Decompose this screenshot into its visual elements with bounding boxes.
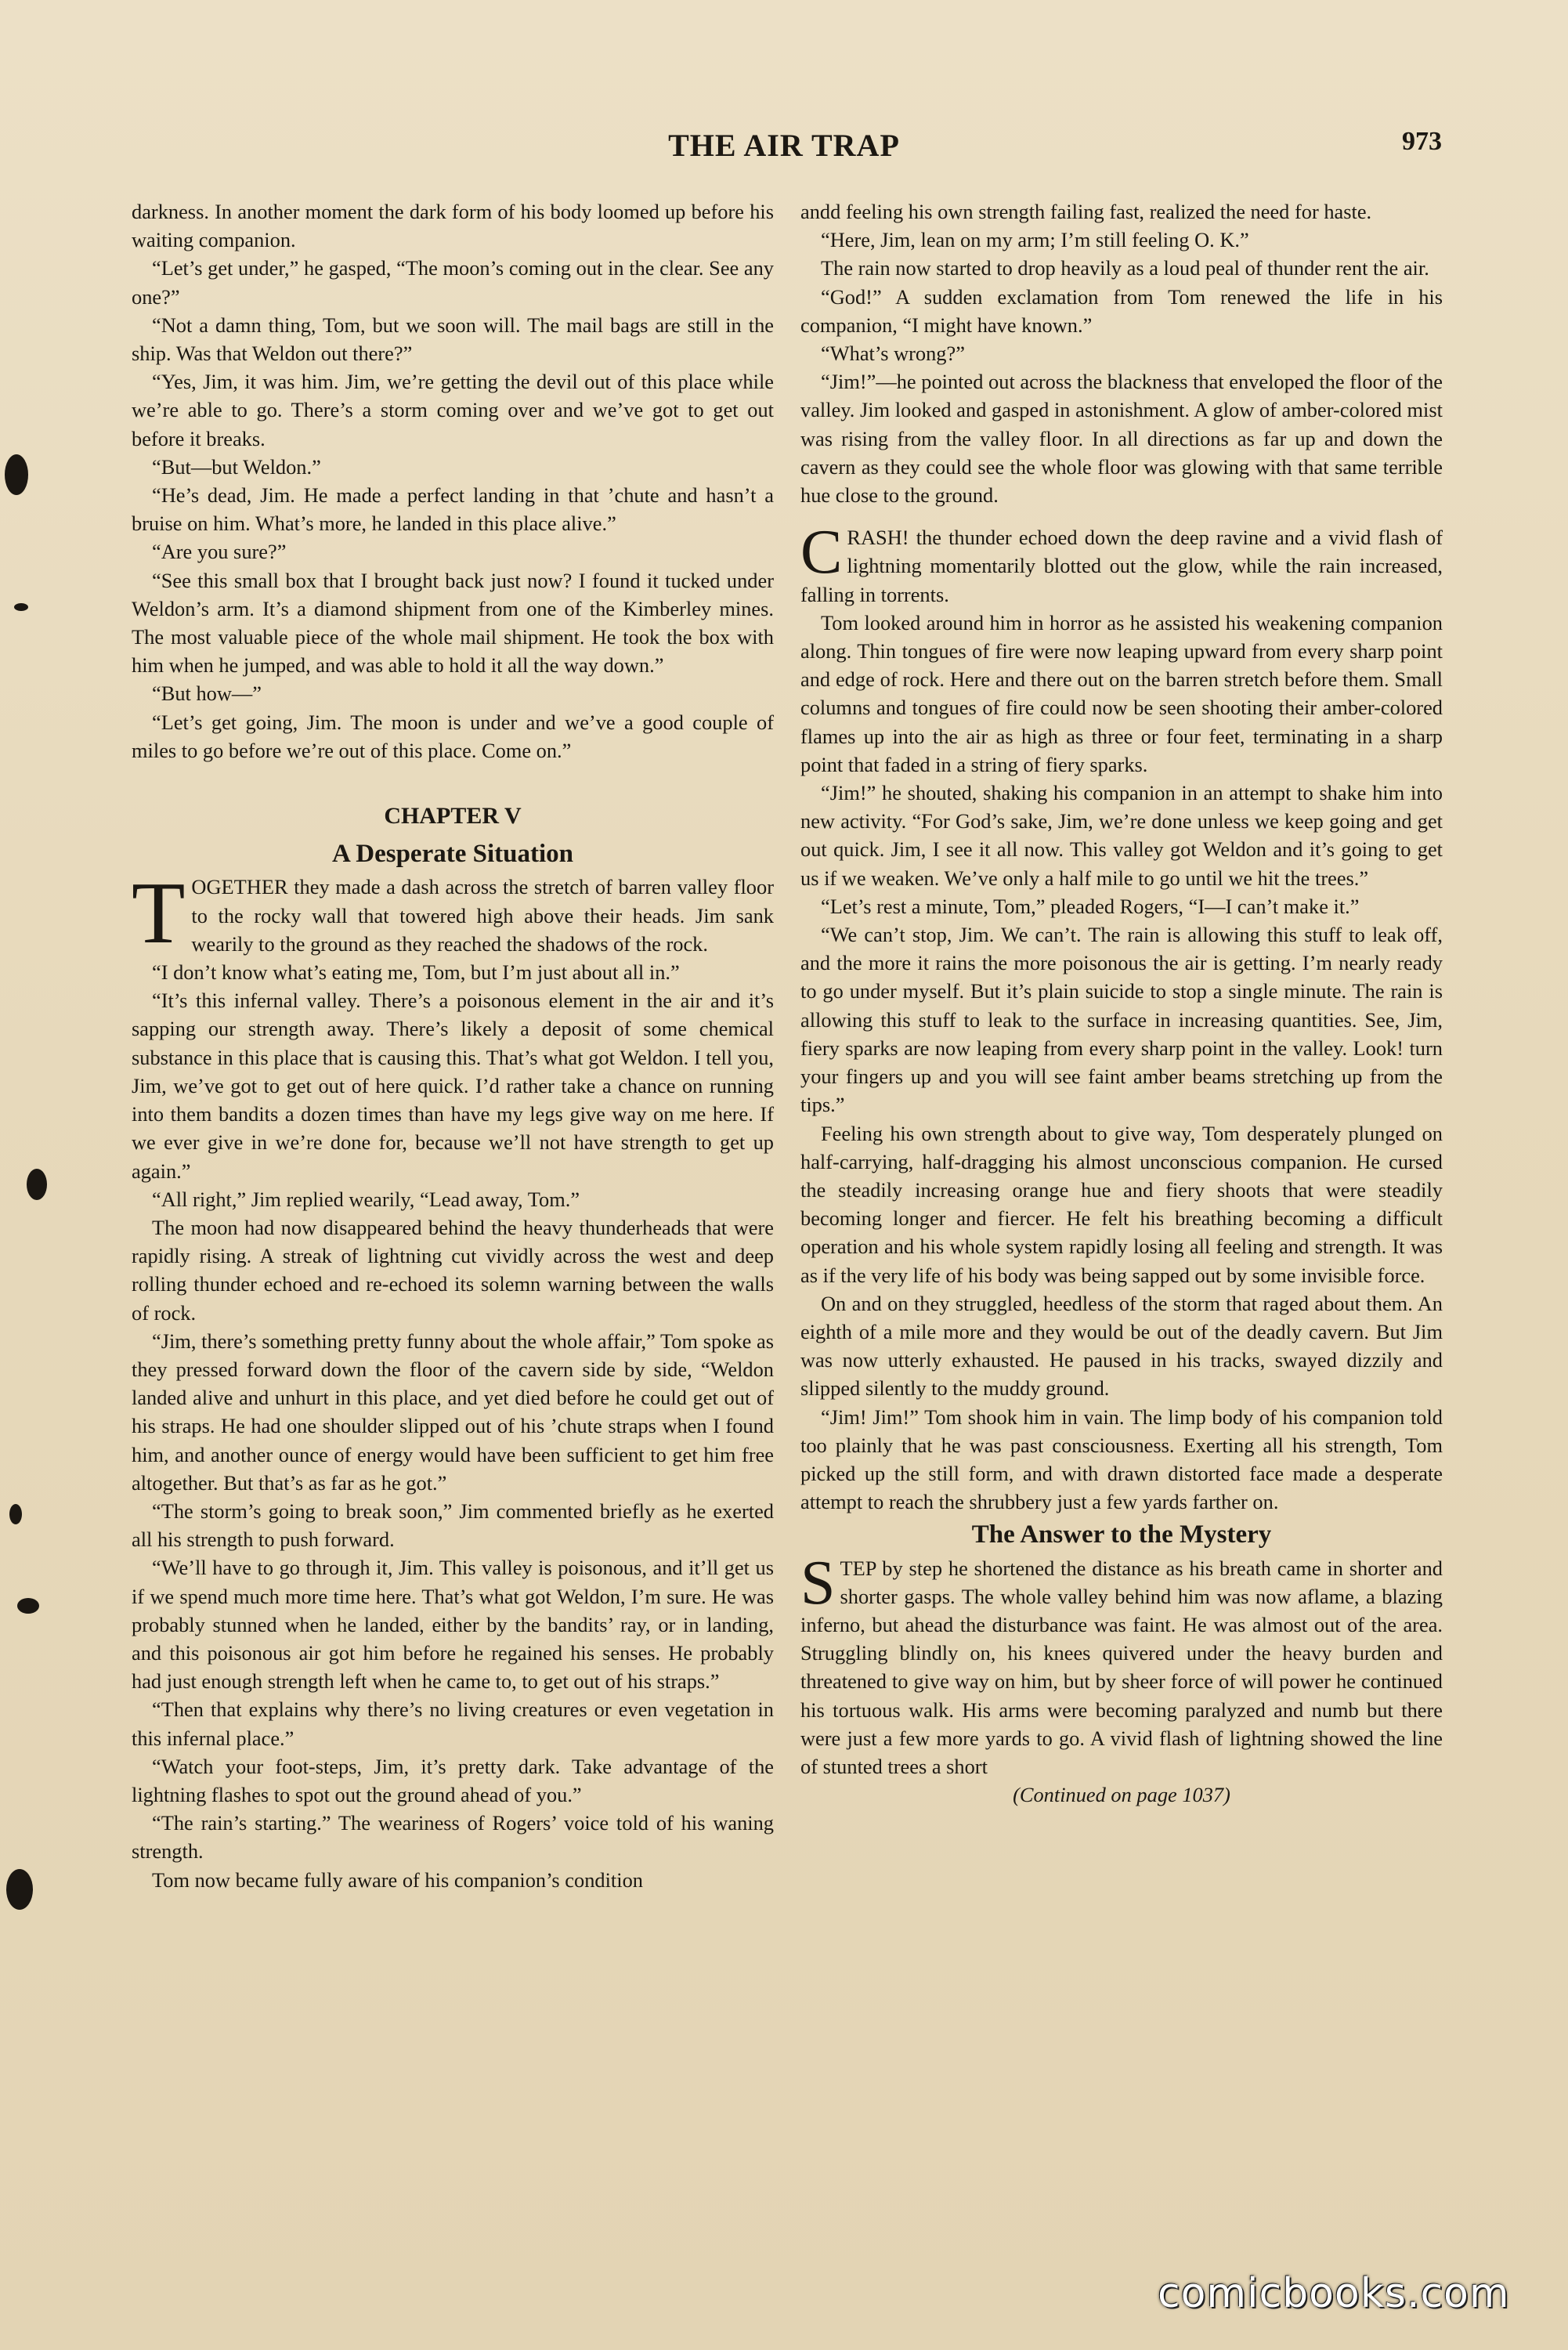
page-number: 973	[1402, 127, 1442, 156]
paragraph: “Jim! Jim!” Tom shook him in vain. The limp body of his companion told too plainly that he was past consciousness. Exerting all his strength, Tom picked up the still form, and with drawn distorted face made a desperate attempt to reach the shrubbery just a few yards farther on.	[800, 1405, 1443, 1514]
paragraph-text: RASH! the thunder echoed down the deep ravine and a vivid flash of lightning momentarily blotted out the glow, while the rain increased, falling in torrents.	[800, 526, 1443, 606]
paragraph: The moon had now disappeared behind the heavy thunderheads that were rapidly rising. A streak of lightning cut vividly across the west and deep rolling thunder echoed and re-echoed its solemn warning between the walls of rock.	[132, 1215, 774, 1325]
paragraph: “Let’s get going, Jim. The moon is under and we’ve a good couple of miles to go before we’re out of this place. Come on.”	[132, 710, 774, 762]
paragraph: “What’s wrong?”	[821, 342, 965, 366]
paragraph: “Yes, Jim, it was him. Jim, we’re getting the devil out of this place while we’re able to go. There’s a storm coming over and we’ve got to get out before it breaks.	[132, 370, 774, 450]
paragraph-text: OGETHER they made a dash across the stretch of barren valley floor to the rocky wall that towered high above their heads. Jim sank wearily to the ground as they reached the shadows of the rock.	[191, 875, 774, 956]
paragraph: “God!” A sudden exclamation from Tom renewed the life in his companion, “I might have known.”	[800, 284, 1443, 337]
paragraph: “But how—”	[152, 682, 262, 706]
paragraph: “Watch your foot-steps, Jim, it’s pretty dark. Take advantage of the lightning flashes to spot out the ground ahead of you.”	[132, 1754, 774, 1806]
paragraph: “Are you sure?”	[152, 540, 287, 564]
running-title: THE AIR TRAP	[668, 128, 900, 163]
paragraph: “The storm’s going to break soon,” Jim commented briefly as he exerted all his strength to push forward.	[132, 1499, 774, 1552]
binding-hole	[27, 1169, 47, 1200]
paragraph: “We’ll have to go through it, Jim. This valley is poisonous, and it’ll get us if we spend much more time here. That’s what got Weldon, I’m sure. He was probably stunned when he landed, either by the bandits’ ray, or in landing, and this poisonous air got him before he regained his senses. He probably had just enough strength left when he came to, to get out of his straps.”	[132, 1556, 774, 1694]
paragraph: “The rain’s starting.” The weariness of Rogers’ voice told of his waning strength.	[132, 1811, 774, 1864]
binding-hole	[6, 1869, 33, 1910]
paragraph	[132, 865, 774, 963]
paragraph: andd feeling his own strength failing fast, realized the need for haste.	[800, 200, 1372, 223]
paragraph: “Here, Jim, lean on my arm; I’m still feeling O. K.”	[821, 228, 1249, 252]
paragraph: “Jim, there’s something pretty funny about the whole affair,” Tom spoke as they pressed forward down the floor of the cavern side by side, “Weldon landed alive and unhurt in this place, and yet died before he could get out of his straps. He had one shoulder slipped out of his ’chute straps when I found him, and another ounce of energy would have been sufficient to get him free altogether. But that’s as far as he got.”	[132, 1329, 774, 1495]
paragraph: “But—but Weldon.”	[152, 454, 321, 479]
paragraph: “It’s this infernal valley. There’s a poisonous element in the air and it’s sapping our strength away. There’s likely a deposit of some chemical substance in this place that is causing this. That’s what got Weldon. I tell you, Jim, we’ve got to get out of here quick. I’d rather take a chance on running into them bandits a dozen times than have my legs give way on me here. If we ever give in we’re done for, because we’ll not have strength to get up again.”	[132, 989, 774, 1183]
section-heading: A Desperate Situation	[332, 840, 573, 869]
paragraph: “Not a damn thing, Tom, but we soon will. The mail bags are still in the ship. Was that Weldon out there?”	[132, 313, 774, 366]
drop-cap: T	[132, 865, 186, 963]
drop-cap: S	[800, 1548, 836, 1618]
paragraph-text: TEP by step he shortened the distance as his breath came in shorter and shorter gasps. The whole valley behind him was now aflame, a blazing inferno, but ahead the disturbance was faint. He was almost out of the area. Struggling blindly on, his knees quivered under the heavy burden and threatened to give way on him, but by sheer force of will power he continued his tortuous walk. His arms were becoming paralyzed and numb but there were just a few more yards to go. A vivid flash of lightning showed the line of stunted trees a short	[800, 1556, 1443, 1778]
paragraph: Tom now became fully aware of his companion’s condition	[152, 1867, 643, 1892]
paragraph: “All right,” Jim replied wearily, “Lead away, Tom.”	[152, 1187, 580, 1211]
paragraph: “Jim!” he shouted, shaking his companion in an attempt to shake him into new activity. “For God’s sake, Jim, we’re done unless we keep going and get out quick. Jim, I see it all now. This valley got Weldon and it’s going to get us if we weaken. We’ve only a half mile to go until we hit the trees.”	[800, 781, 1443, 890]
paragraph: “See this small box that I brought back just now? I found it tucked under Weldon’s arm. It’s a diamond shipment from one of the Kimberley mines. The most valuable piece of the whole mail shipment. He took the box with him when he jumped, and was able to hold it all the way down.”	[132, 568, 774, 678]
paragraph: “He’s dead, Jim. He made a perfect landing in that ’chute and hasn’t a bruise on him. What’s more, he landed in this place alive.”	[132, 483, 774, 536]
binding-hole	[17, 1598, 39, 1614]
section-heading: The Answer to the Mystery	[971, 1520, 1272, 1549]
binding-hole	[9, 1504, 22, 1524]
right-column	[800, 197, 1443, 1809]
paragraph: “Let’s get under,” he gasped, “The moon’s coming out in the clear. See any one?”	[132, 256, 774, 309]
continued-note: (Continued on page 1037)	[1013, 1783, 1230, 1807]
paragraph: On and on they struggled, heedless of the storm that raged about them. An eighth of a mile more and they would be out of the deadly cavern. But Jim was now utterly exhausted. He paused in his tracks, swayed dizzily and slipped silently to the muddy ground.	[800, 1291, 1443, 1401]
paragraph: “Let’s rest a minute, Tom,” pleaded Rogers, “I—I can’t make it.”	[821, 894, 1360, 918]
paragraph: The rain now started to drop heavily as a loud peal of thunder rent the air.	[821, 256, 1429, 280]
paragraph	[800, 518, 1443, 609]
paragraph: “Then that explains why there’s no living creatures or even vegetation in this infernal place.”	[132, 1697, 774, 1750]
paragraph: “Jim!”—he pointed out across the blackness that enveloped the floor of the valley. Jim looked and gasped in astonishment. A glow of amber-colored mist was rising from the valley floor. In all directions as far up and down the cavern as they could see the whole floor was glowing with that same terrible hue close to the ground.	[800, 370, 1443, 508]
paragraph: Tom looked around him in horror as he assisted his weakening companion along. Thin tongues of fire were now leaping upward from every sharp point and edge of rock. Here and there out on the barren stretch before them. Small columns and tongues of fire could now be seen shooting their amber-colored flames up into the air as high as three or four feet, terminating in a sharp point that faded in a string of fiery sparks.	[800, 610, 1443, 776]
paragraph	[800, 1548, 1443, 1781]
paragraph: Feeling his own strength about to give way, Tom desperately plunged on half-carrying, half-dragging his almost unconscious companion. He cursed the steadily increasing orange hue and fiery shoots that were steadily becoming longer and fiercer. He felt his breathing becoming a difficult operation and his whole system rapidly losing all feeling and strength. It was as if the very life of his body was being sapped out by some invisible force.	[800, 1121, 1443, 1287]
paragraph: “We can’t stop, Jim. We can’t. The rain is allowing this stuff to leak off, and the more it rains the more poisonous the air is getting. I’m nearly ready to go under myself. But it’s plain suicide to stop a single minute. The rain is allowing this stuff to leak to the surface in increasing quantities. See, Jim, fiery sparks are now leaping from every sharp point in the valley. Look! turn your fingers up and you will see faint amber beams stretching up from the tips.”	[800, 923, 1443, 1117]
binding-hole	[5, 454, 28, 495]
binding-hole	[14, 603, 28, 611]
left-column	[132, 197, 774, 1894]
drop-cap: C	[800, 518, 843, 588]
site-watermark: comicbooks.com	[1158, 2270, 1510, 2317]
paragraph: darkness. In another moment the dark form of his body loomed up before his waiting companion.	[132, 200, 774, 252]
chapter-heading: CHAPTER V	[384, 803, 522, 830]
paragraph: “I don’t know what’s eating me, Tom, but I’m just about all in.”	[152, 960, 680, 985]
